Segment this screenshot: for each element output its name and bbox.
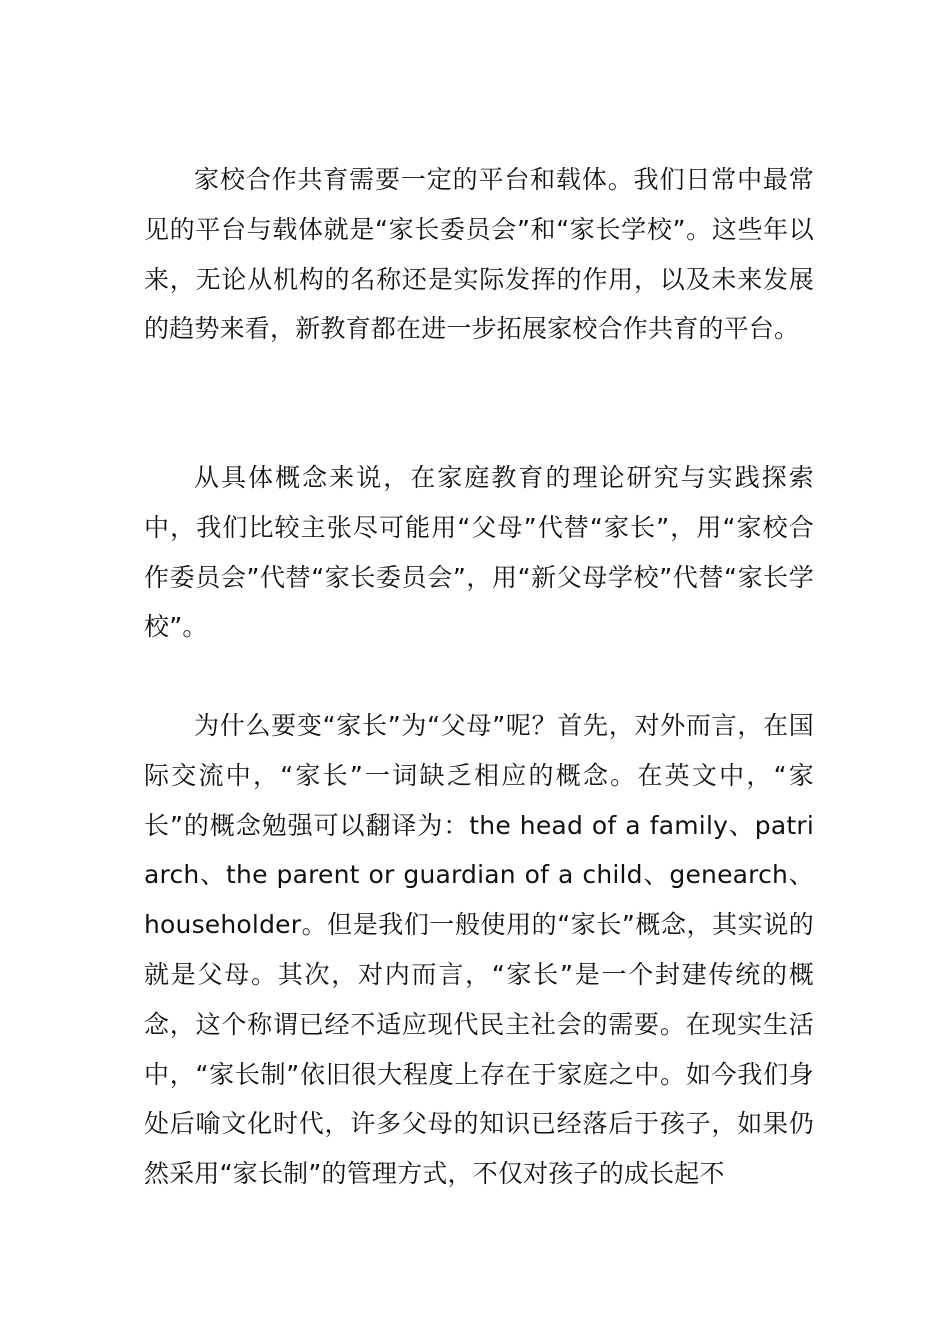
paragraph-platform-carrier: 家校合作共育需要一定的平台和载体。我们日常中最常见的平台与载体就是“家长委员会”和“家长学校”。这些年以来，无论从机构的名称还是实际发挥的作用，以及未来发展的趋势来看，新教育都在进一步拓展家校合作共育的平台。 [144,165,814,344]
paragraph-why-parents: 为什么要变“家长”为“父母”呢？首先，对外而言，在国际交流中，“家长”一词缺乏相应的概念。在英文中，“家长”的概念勉强可以翻译为：the head of a family、patriarch、the parent or guardian of a child、genearch、householder。但是我们一般使用的“家长”概念，其实说的就是父母。其次，对内而言，“家长”是一个封建传统的概念，这个称谓已经不适应现代民主社会的需要。在现实生活中，“家长制”依旧很大程度上存在于家庭之中。如今我们身处后喻文化时代，许多父母的知识已经落后于孩子，如果仍然采用“家长制”的管理方式，不仅对孩子的成长起不 [144,711,814,1189]
paragraph-concept-replacement: 从具体概念来说，在家庭教育的理论研究与实践探索中，我们比较主张尽可能用“父母”代替“家长”，用“家校合作委员会”代替“家长委员会”，用“新父母学校”代替“家长学校”。 [144,463,814,642]
